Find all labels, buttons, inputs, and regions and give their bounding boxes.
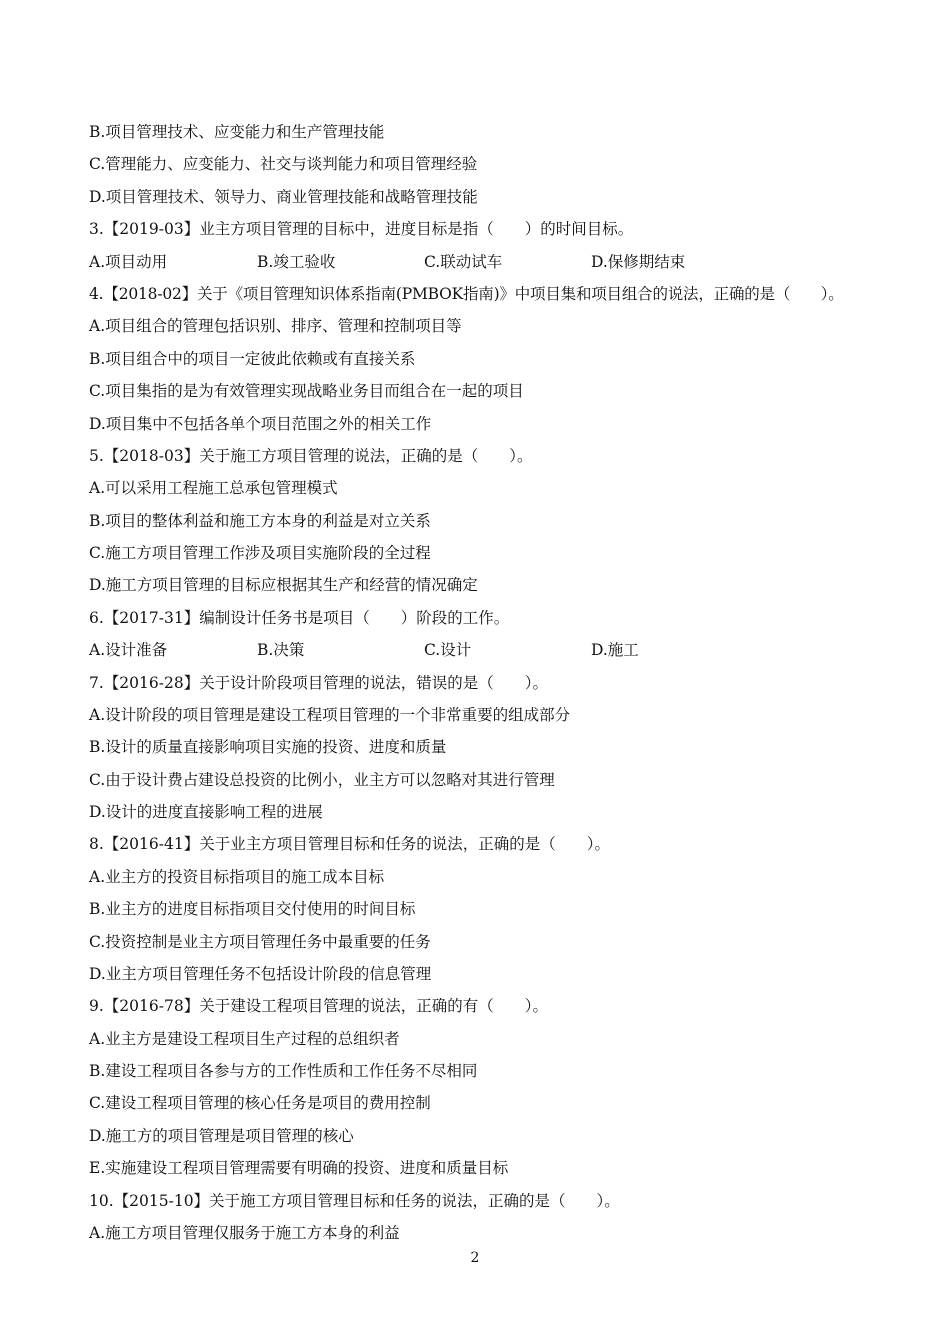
q3-option-d: D.保修期结束 [591,253,686,271]
q5-option-a: A.可以采用工程施工总承包管理模式 [89,479,338,497]
q2-option-d: D.项目管理技术、领导力、商业管理技能和战略管理技能 [89,188,478,206]
q4-option-b: B.项目组合中的项目一定彼此依赖或有直接关系 [89,350,416,368]
q5-option-d: D.施工方项目管理的目标应根据其生产和经营的情况确定 [89,576,478,594]
q9-option-b: B.建设工程项目各参与方的工作性质和工作任务不尽相同 [89,1062,478,1080]
q7-option-d: D.设计的进度直接影响工程的进展 [89,803,323,821]
question-7: 7.【2016-28】关于设计阶段项目管理的说法，错误的是（ ）。 [89,674,548,692]
q6-option-c: C.设计 [424,641,472,659]
q8-option-a: A.业主方的投资目标指项目的施工成本目标 [89,868,385,886]
question-8: 8.【2016-41】关于业主方项目管理目标和任务的说法，正确的是（ ）。 [89,835,610,853]
q4-option-c: C.项目集指的是为有效管理实现战略业务目而组合在一起的项目 [89,382,524,400]
q2-option-b: B.项目管理技术、应变能力和生产管理技能 [89,123,385,141]
question-4: 4.【2018-02】关于《项目管理知识体系指南(PMBOK指南)》中项目集和项目组合的说法，正确的是（ ）。 [89,285,844,303]
q6-option-a: A.设计准备 [89,641,168,659]
question-3: 3.【2019-03】业主方项目管理的目标中，进度目标是指（ ）的时间目标。 [89,220,634,238]
q8-option-b: B.业主方的进度目标指项目交付使用的时间目标 [89,900,416,918]
q6-option-d: D.施工 [591,641,639,659]
q5-option-c: C.施工方项目管理工作涉及项目实施阶段的全过程 [89,544,431,562]
page-number: 2 [470,1250,480,1266]
q3-option-c: C.联动试车 [424,253,503,271]
question-9: 9.【2016-78】关于建设工程项目管理的说法，正确的有（ ）。 [89,997,548,1015]
q2-option-c: C.管理能力、应变能力、社交与谈判能力和项目管理经验 [89,155,478,173]
q5-option-b: B.项目的整体利益和施工方本身的利益是对立关系 [89,512,431,530]
q7-option-b: B.设计的质量直接影响项目实施的投资、进度和质量 [89,738,447,756]
q3-options-row [89,252,869,272]
q9-option-d: D.施工方的项目管理是项目管理的核心 [89,1127,354,1145]
question-6: 6.【2017-31】编制设计任务书是项目（ ）阶段的工作。 [89,609,510,627]
question-5: 5.【2018-03】关于施工方项目管理的说法，正确的是（ ）。 [89,447,533,465]
q4-option-a: A.项目组合的管理包括识别、排序、管理和控制项目等 [89,317,462,335]
q3-option-b: B.竣工验收 [257,253,336,271]
q9-option-c: C.建设工程项目管理的核心任务是项目的费用控制 [89,1094,431,1112]
question-10: 10.【2015-10】关于施工方项目管理目标和任务的说法，正确的是（ ）。 [89,1192,620,1210]
q9-option-e: E.实施建设工程项目管理需要有明确的投资、进度和质量目标 [89,1159,509,1177]
q6-option-b: B.决策 [257,641,305,659]
q7-option-c: C.由于设计费占建设总投资的比例小，业主方可以忽略对其进行管理 [89,771,555,789]
q7-option-a: A.设计阶段的项目管理是建设工程项目管理的一个非常重要的组成部分 [89,706,571,724]
q8-option-c: C.投资控制是业主方项目管理任务中最重要的任务 [89,933,431,951]
q6-options-row [89,640,869,660]
q4-option-d: D.项目集中不包括各单个项目范围之外的相关工作 [89,415,432,433]
q10-option-a: A.施工方项目管理仅服务于施工方本身的利益 [89,1224,400,1242]
q8-option-d: D.业主方项目管理任务不包括设计阶段的信息管理 [89,965,432,983]
q3-option-a: A.项目动用 [89,253,168,271]
q9-option-a: A.业主方是建设工程项目生产过程的总组织者 [89,1030,400,1048]
